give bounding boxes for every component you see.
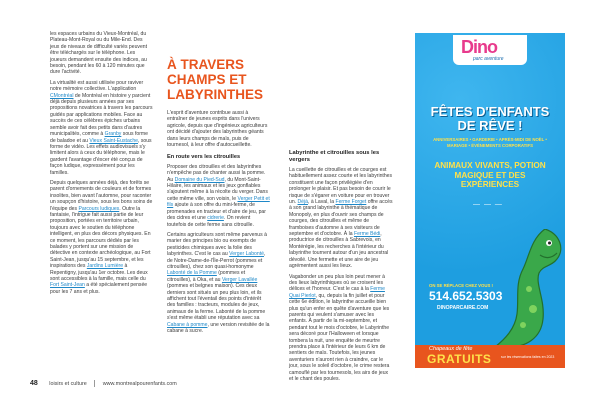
link-domaine-pied-sud[interactable]: Domaine du Pied-Sud <box>174 176 225 183</box>
ad-subheadline: ANIMAUX VIVANTS, POTION MAGIQUE ET DES EXPÉRIENCES <box>434 161 546 189</box>
link-ferme-bedi[interactable]: Ferme Bédi <box>353 231 381 238</box>
link-verger-labonte[interactable]: Verger Labonté <box>229 251 264 258</box>
link-granby[interactable]: Granby <box>104 131 122 138</box>
link-labonte-pomme[interactable]: Labonté de la Pomme <box>167 270 217 277</box>
ad-call-to-action: ON SE RÉPLACE CHEZ VOUS ! <box>429 283 493 288</box>
link-jardins-lumiere[interactable]: Jardins Lumière <box>86 263 124 270</box>
link-vieux-saint-eustache[interactable]: Vieux Saint-Eustache <box>89 137 138 144</box>
article-column-1 <box>50 31 153 299</box>
link-parcours-ludiques[interactable]: Parcours ludiques <box>78 205 120 212</box>
paragraph: L'esprit d'aventure contribue aussi à entraîner de jeunes esprits dans l'univers agricole, depuis que d'ingénieux agriculteurs ont décidé d'ajouter des labyrinthes géants dans leurs champs de maïs, puis de tournesol, à leur offre d'autocueillette. <box>167 110 268 149</box>
article-column-3 <box>289 150 393 386</box>
page-footer <box>30 380 177 387</box>
link-cidrerie[interactable]: cidrerie <box>207 215 224 222</box>
link-deja[interactable]: Déjà <box>297 199 308 206</box>
link-cabane-pomme[interactable]: Cabane à pomme <box>167 321 208 328</box>
ad-logo-subtitle: parc aventure <box>473 56 504 62</box>
link-verger-petit[interactable]: Verger Petit et fils <box>167 195 270 209</box>
paragraph: les espaces urbains du Vieux-Montréal, du Plateau-Mont-Royal ou du Mile-End. Des jeux de niveaux de difficulté variés peuvent être téléchargés sur le téléphone. Les joueurs demandent ensuite des indices, au besoin, pendant les 60 à 120 minutes que dure l'activité. <box>50 31 148 76</box>
page-number: 48 <box>30 380 38 387</box>
link-verger-lavallee[interactable]: Verger Lavallée <box>221 276 258 283</box>
subheading: Labyrinthe et citrouilles sous les vergers <box>289 150 380 163</box>
paragraph: La virtualité est aussi utilisée pour raviver notre mémoire collective. L'application CMontréal de Montréal en histoire y parcient déjà depuis plusieurs années par ses propositions novatrices à travers les parcours guidés par applications mobiles. Face au succès de ces célèbres épiches urbains semble avoir fait des petits dans d'autres municipalités, comme à Granby sous forme de baladoe et au Vieux Saint-Eustache, sous forme de vidéo. Les effets audiovisuels s'y limitent alors à ceux du téléphone, mais le gardent l'avantage d'éxcer été conçus de façon ludique, expressément pour les familles. <box>50 79 153 176</box>
subheading: En route vers les citrouilles <box>167 154 241 161</box>
footer-divider <box>94 380 95 387</box>
ad-banner-label: Chapeaux de fête <box>429 346 473 352</box>
link-cmontreal[interactable]: CMontréal <box>50 92 74 99</box>
ad-logo: Dino <box>461 37 497 57</box>
ad-divider: — — — <box>473 201 503 208</box>
link-ferme-forget[interactable]: Ferme Forget <box>335 199 367 206</box>
footer-url[interactable]: www.montrealpourenfants.com <box>102 381 177 387</box>
link-fort-saint-jean[interactable]: Fort Saint-Jean <box>50 282 85 289</box>
article-column-2 <box>167 31 270 338</box>
paragraph: Proposer des citrouilles et des labyrinthes n'empêche pas de chanter aussi la pomme. Au Domaine du Pied-Sud, du Mont-Saint-Hilaire, les animaux et les jeux gonflables s'ajoutent même à la récolte du verger. Dans cette même ville, son voisin, le Verger Petit et fils ajoute à son offre du mini-ferme, de promenades en tracteur et d'aire de jeu, par des cidres et une cidrerie. On revient toutefois de cette ferme sans citrouille. <box>167 163 270 228</box>
ad-banner-offer: GRATUITS <box>427 352 492 366</box>
ad-services: ANNIVERSAIRES • GARDERIE • APRÈS-MIDI DE NOËL • MARIAGE • ÉVÉNEMENTS CORPORATIFS <box>433 137 547 148</box>
link-ferme-quai-pierlot[interactable]: Ferme Quai Pierlot <box>289 286 385 299</box>
section-title: À TRAVERS CHAMPS ET LABYRINTHES <box>167 57 264 102</box>
paragraph: Vagabonder un peu plus loin peut mener à des lieux labyrinthiques où se croisent les délices et l'horreur. C'est le cas à la Ferme Quai Pierlot, qu, depuis la fin juillet et pour cette 6e édition, le labyrinthe accueille bien plus qu'un enfer en quête d'aventure que les parents qui veulent s'amuser avec les enfants. À partir de la mi-septembre, et pendant tout le mois d'octobre, le Labyrinthe sera décoré pour l'Halloween et lorsque tombera la nuit, une enquête de meurtre prendra place à l'intérieur de leurs 6 km de sentiers de maïs. Toutefois, les jeunes aventuriers n'auront rien à craindre, car le jour, sous le soleil d'octobre, le crime restera camouflé par les tournesols, les airs de jeux et le chant des poules. <box>289 273 390 382</box>
footer-section: loisirs et culture <box>49 381 87 387</box>
paragraph: La cueillette de citrouilles et de courges est habituellement assez courte et les labyrinthes constituent une façon privilégiée d'en prolonger le plaisir. Et pas besoin de courir le risque de s'égarer en voiture pour en trouver un. Déjà, à Laval, la Ferme Forget offre accès à son grand labyrinthe à thématique de Monopoly, en plus d'ouvrir ses champs de courges, des citrouilles et même de framboises d'automne à ses visiteurs de septembre et d'octobre. À la Ferme Bédi, productrice de citrouilles à Sabrevois, en Montérégie, les recherches à l'intérieur du labyrinthe tournent autour d'un jeu ancestral dévoilé. Une fermette et une aire de jeu agrémentent aussi les lieux. <box>289 167 393 270</box>
ad-headline: FÊTES D'ENFANTS DE RÊVE ! <box>430 104 550 133</box>
ad-banner-fineprint: sur les réservations faites en 2023 <box>501 355 555 359</box>
ad-phone-number[interactable]: 514.652.5303 <box>429 289 503 303</box>
paragraph: Depuis quelques années déjà, des forêts se parent d'ornements de couleurs et de formes insolites, bien avant l'automne, pour raconter un soupçon d'histoire, sous les bons soins de l'équipe des Parcours ludiques. Outre la fantaisie, l'intrigue fait aussi partie de leur proposition, portées en territoire urbain, toujours avec le soutien du téléphone intelligent, en plus des décors physiques. En ce moment, les parcours dédiés par les balades y portent sur une mission de détective en contexte archéologique, au Fort Saint-Jean, jusqu'au 15 septembre, et les inspirations des Jardins Lumière à Repentigny, jusqu'au 1er octobre. Les deux sont accessibles à la famille, mais celle du Fort Saint-Jean a été spécialement pensée pour les 7 ans et plus. <box>50 179 153 295</box>
ad-website[interactable]: DINOPARCAIRE.COM <box>437 305 489 311</box>
advertisement[interactable] <box>415 33 565 368</box>
paragraph: Certains agriculteurs sont même parvenus à marier des principes bio ou exempts de pesticides chimiques avec la folie des labyrinthes. C'est le cas au Verger Labonté, de Notre-Dame-de-l'Île-Perrot (pommes et citrouilles), chez son quasi-homonyme Labonté de la Pomme (pommes et citrouilles), à Oka, et au Verger Lavallée (pommes et belgnes maison). Ces deux derniers sont situés un peu plus loin, et ils affichent tout l'éventail des points d'intérêt des familles : tracteurs, modules de jeux, animaux de la ferme. Labonté de la pomme s'est même établi une réputation avec sa Cabane à pomme, une version revisitée de la cabane à sucre. <box>167 231 270 334</box>
